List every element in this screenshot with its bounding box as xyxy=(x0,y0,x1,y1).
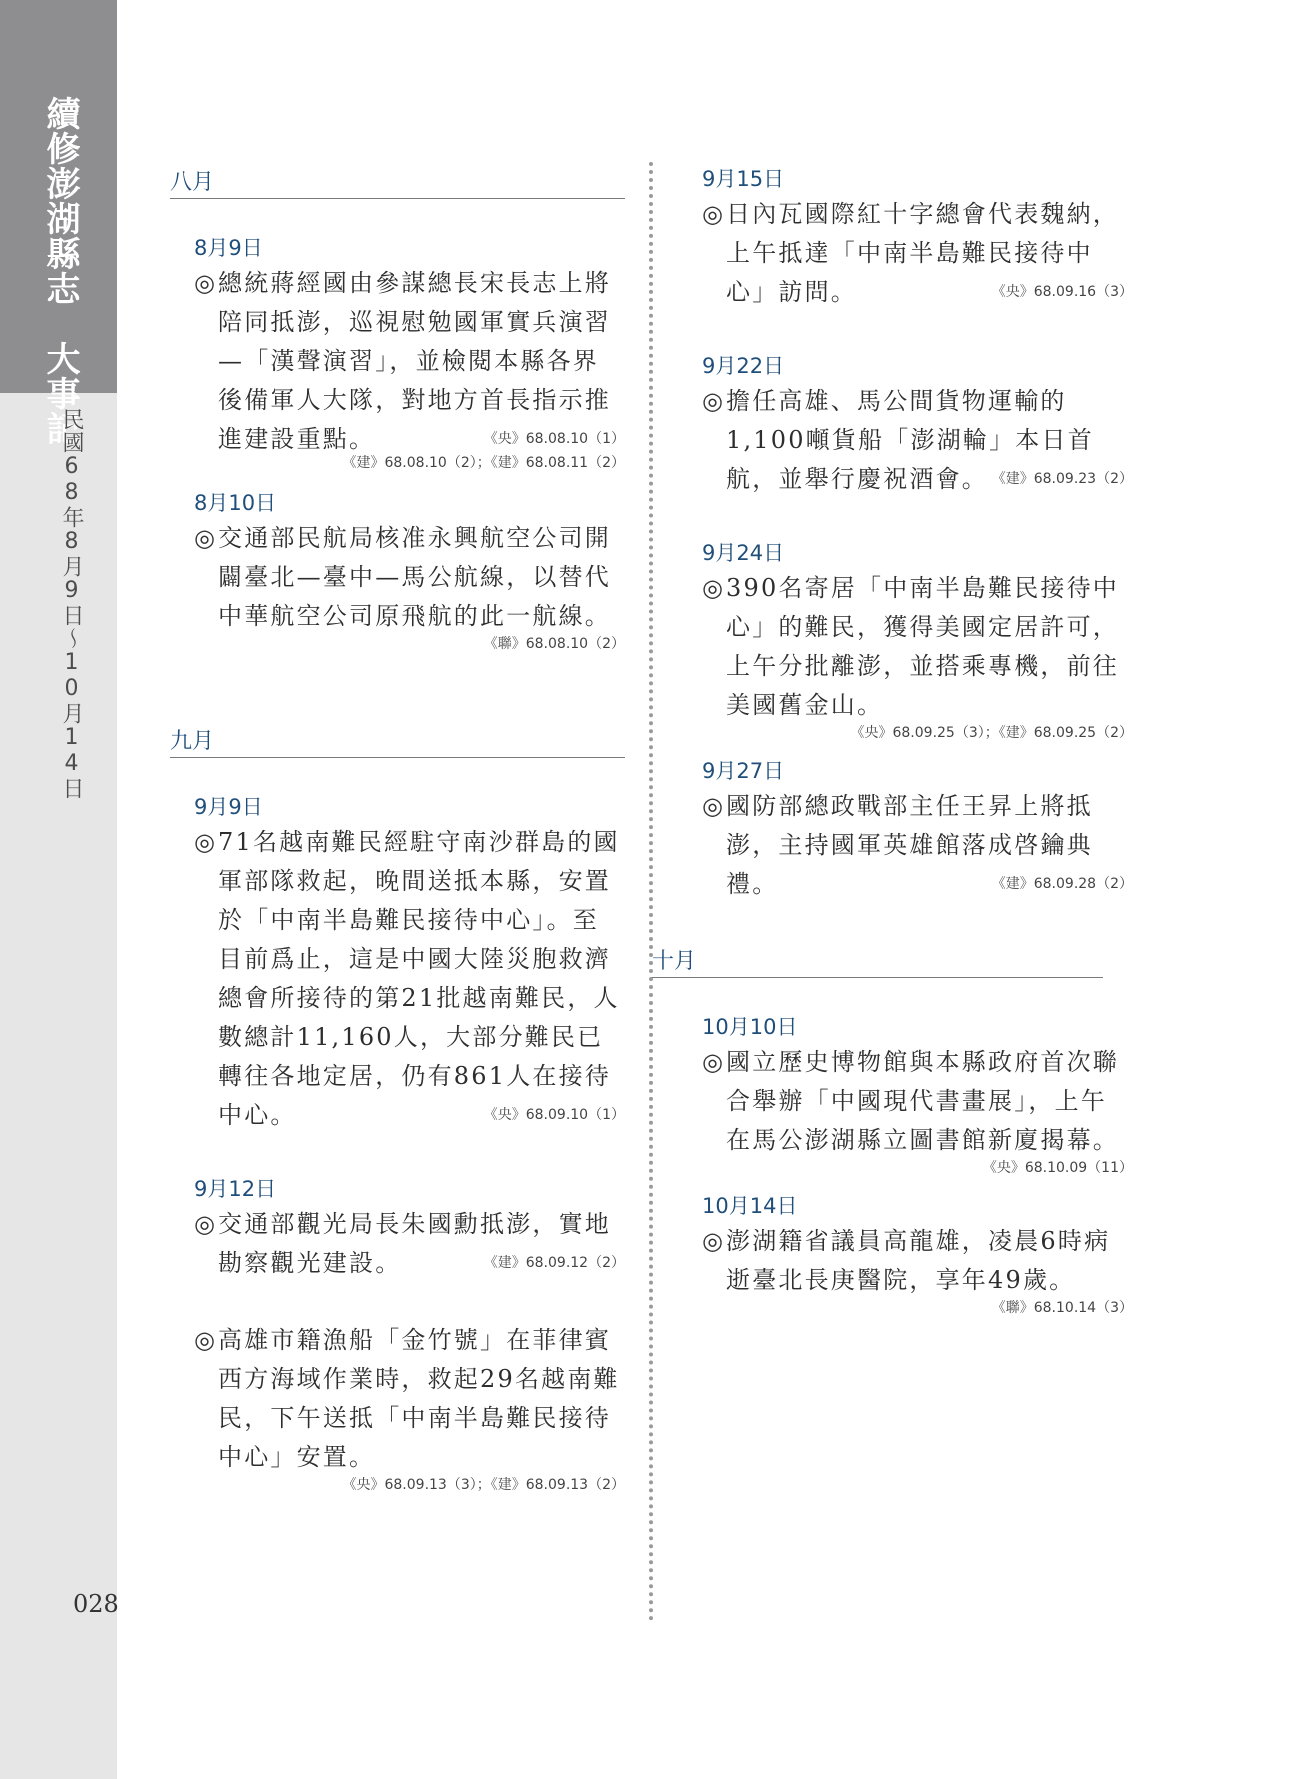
entry xyxy=(194,1321,625,1477)
month-heading-sep: 九月 xyxy=(170,724,625,758)
entry-text: 71名越南難民經駐守南沙群島的國軍部隊救起，晚間送抵本縣，安置於「中南半島難民接待中心」。至目前爲止，這是中國大陸災胞救濟總會所接待的第21批越南難民，人數總計11,160人，大部分難民已轉往各地定居，仍有861人在接待中心。 xyxy=(218,828,620,1129)
entry-source: 《建》68.08.10（2）；《建》68.08.11（2） xyxy=(342,455,625,471)
entry-source: 《央》68.09.25（3）；《建》68.09.25（2） xyxy=(850,725,1133,741)
page-number: 028 xyxy=(73,1590,119,1618)
entry-date: 9月27日 xyxy=(702,759,785,783)
entry-date: 10月10日 xyxy=(702,1015,798,1039)
entry xyxy=(194,823,625,1135)
entry-date: 9月24日 xyxy=(702,541,785,565)
entry-date: 9月22日 xyxy=(702,354,785,378)
entry-text: 交通部民航局核准永興航空公司開闢臺北—臺中—馬公航線，以替代中華航空公司原飛航的此一航線。 xyxy=(218,524,611,630)
entry-source: 《央》68.08.10（1） xyxy=(483,431,625,447)
bullet-mark: ◎ xyxy=(194,269,215,297)
entry xyxy=(702,1222,1133,1300)
date-range: 民國68年8月9日～10月14日 xyxy=(59,408,84,800)
entry-date: 9月15日 xyxy=(702,167,785,191)
entry xyxy=(702,382,1133,499)
bullet-mark: ◎ xyxy=(702,574,723,602)
entry xyxy=(702,569,1133,725)
entry-text: 澎湖籍省議員高龍雄，凌晨6時病逝臺北長庚醫院，享年49歲。 xyxy=(726,1227,1111,1294)
entry-source: 《建》68.09.12（2） xyxy=(483,1255,625,1271)
entry-source: 《聯》68.08.10（2） xyxy=(483,636,625,652)
entry-text: 高雄市籍漁船「金竹號」在菲律賓西方海域作業時，救起29名越南難民，下午送抵「中南半島難民接待中心」安置。 xyxy=(218,1326,620,1471)
entry-text: 交通部觀光局長朱國勳抵澎，實地勘察觀光建設。 xyxy=(218,1210,611,1277)
entry-text: 擔任高雄、馬公間貨物運輸的1,100噸貨船「澎湖輪」本日首航，並舉行慶祝酒會。 xyxy=(726,387,1094,493)
entry xyxy=(194,264,625,459)
entry-text: 390名寄居「中南半島難民接待中心」的難民，獲得美國定居許可，上午分批離澎，並搭乘專機，前往美國舊金山。 xyxy=(726,574,1120,719)
entry-source: 《央》68.09.16（3） xyxy=(991,284,1133,300)
entry-source: 《聯》68.10.14（3） xyxy=(991,1300,1133,1316)
entry-source: 《央》68.09.10（1） xyxy=(483,1107,625,1123)
bullet-mark: ◎ xyxy=(194,1210,215,1238)
entry-date: 8月10日 xyxy=(194,491,277,515)
entry-text: 國防部總政戰部主任王昇上將抵澎，主持國軍英雄館落成啓鑰典禮。 xyxy=(726,792,1093,898)
book-title: 續修澎湖縣志 大事記 xyxy=(40,96,80,446)
entry-source: 《央》68.10.09（11） xyxy=(982,1160,1133,1176)
right-column xyxy=(652,150,1133,1318)
entry-source: 《央》68.09.13（3）；《建》68.09.13（2） xyxy=(342,1477,625,1493)
entry xyxy=(702,1043,1133,1160)
month-heading-oct: 十月 xyxy=(652,944,1103,978)
entry-date: 10月14日 xyxy=(702,1194,798,1218)
entry-text: 國立歷史博物館與本縣政府首次聯合舉辦「中國現代書畫展」，上午在馬公澎湖縣立圖書館新廈揭幕。 xyxy=(726,1048,1119,1154)
bullet-mark: ◎ xyxy=(702,200,723,228)
bullet-mark: ◎ xyxy=(702,387,723,415)
bullet-mark: ◎ xyxy=(194,1326,215,1354)
entry-text: 總統蔣經國由參謀總長宋長志上將陪同抵澎，巡視慰勉國軍實兵演習—「漢聲演習」，並檢閱本縣各界後備軍人大隊，對地方首長指示推進建設重點。 xyxy=(218,269,611,453)
entry-source: 《建》68.09.23（2） xyxy=(991,471,1133,487)
entry-date: 8月9日 xyxy=(194,236,263,260)
entry xyxy=(702,787,1133,904)
month-heading-aug: 八月 xyxy=(170,165,625,199)
entry xyxy=(194,1205,625,1283)
entry-date: 9月12日 xyxy=(194,1177,277,1201)
entry-date: 9月9日 xyxy=(194,795,263,819)
column-divider xyxy=(649,162,653,1622)
sidebar xyxy=(0,0,117,1779)
bullet-mark: ◎ xyxy=(194,524,215,552)
entry xyxy=(702,195,1133,312)
entry-text: 日內瓦國際紅十字總會代表魏納，上午抵達「中南半島難民接待中心」訪問。 xyxy=(726,200,1119,306)
entry xyxy=(194,519,625,636)
bullet-mark: ◎ xyxy=(702,792,723,820)
bullet-mark: ◎ xyxy=(702,1227,723,1255)
bullet-mark: ◎ xyxy=(194,828,215,856)
entry-source: 《建》68.09.28（2） xyxy=(991,876,1133,892)
bullet-mark: ◎ xyxy=(702,1048,723,1076)
left-column xyxy=(170,150,625,1495)
